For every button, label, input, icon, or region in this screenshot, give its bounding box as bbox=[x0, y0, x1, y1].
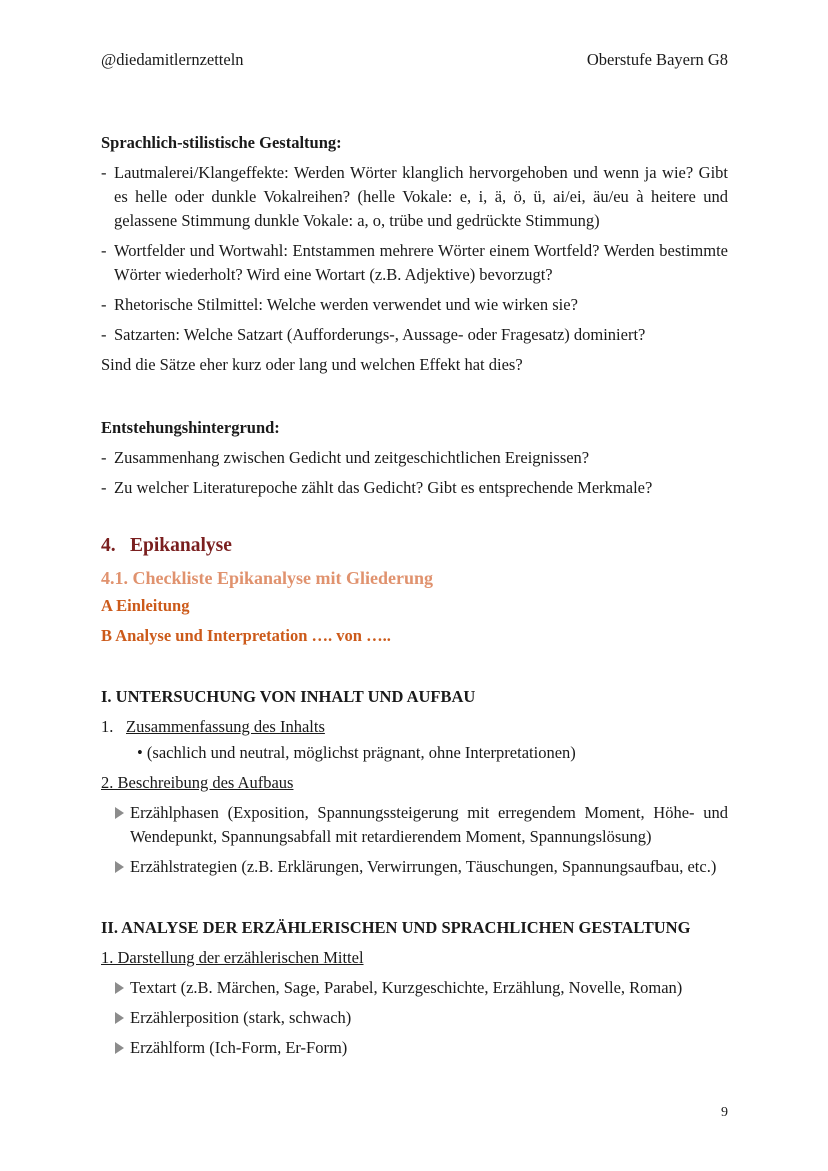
entstehung-heading: Entstehungshintergrund: bbox=[101, 418, 280, 437]
list-item bbox=[101, 446, 728, 470]
page-number: 9 bbox=[721, 1105, 728, 1120]
list-item bbox=[101, 161, 728, 233]
list-item-text: Rhetorische Stilmittel: Welche werden verwendet und wie wirken sie? bbox=[114, 295, 578, 314]
list-item bbox=[101, 323, 728, 347]
section-4-1-heading: 4.1. Checkliste Epikanalyse mit Gliederung bbox=[101, 568, 434, 588]
sprachlich-trailing: Sind die Sätze eher kurz oder lang und welchen Effekt hat dies? bbox=[101, 355, 523, 374]
list-item-text: Erzählform (Ich-Form, Er-Form) bbox=[130, 1038, 348, 1057]
einleitung-label: A Einleitung bbox=[101, 596, 190, 615]
list-item bbox=[101, 293, 728, 317]
part-1-item-1 bbox=[101, 715, 728, 739]
dash-marker: - bbox=[101, 295, 107, 314]
page-content bbox=[101, 131, 728, 1060]
list-item-text: Zusammenhang zwischen Gedicht und zeitgeschichtlichen Ereignissen? bbox=[114, 448, 590, 467]
section-4-title: Epikanalyse bbox=[130, 535, 232, 556]
part-1-item-2-title: 2. Beschreibung des Aufbaus bbox=[101, 773, 294, 792]
triangle-bullet-icon bbox=[115, 807, 124, 819]
header-handle: @diedamitlernzetteln bbox=[101, 50, 244, 69]
list-item bbox=[101, 476, 728, 500]
dash-marker: - bbox=[101, 325, 107, 344]
part-1-item-1-bullet: • (sachlich und neutral, möglichst prägnant, ohne Interpretationen) bbox=[137, 743, 576, 762]
list-item-text: Lautmalerei/Klangeffekte: Werden Wörter klanglich hervorgehoben und wenn ja wie? Gibt es helle oder dunkle Vokalreihen? (helle Vokale: e, i, ä, ö, ü, ai/ei, äu/eu à heitere und gelassene Stimmung dunkle Vokale: a, o, trübe und gedrückte Stimmung) bbox=[114, 163, 728, 230]
header-course: Oberstufe Bayern G8 bbox=[586, 50, 728, 69]
part-2-heading: II. ANALYSE DER ERZÄHLERISCHEN UND SPRACHLICHEN GESTALTUNG bbox=[101, 918, 691, 937]
triangle-bullet-icon bbox=[115, 1012, 124, 1024]
part-1-item-1-number: 1. bbox=[101, 717, 114, 736]
part-1-heading: I. UNTERSUCHUNG VON INHALT UND AUFBAU bbox=[101, 687, 476, 706]
list-item-text: Erzählphasen (Exposition, Spannungssteigerung mit erregendem Moment, Höhe- und Wendepunkt, Spannungsabfall mit retardierendem Moment, Spannungslösung) bbox=[130, 803, 728, 846]
dash-marker: - bbox=[101, 241, 107, 260]
part-1-item-1-title: Zusammenfassung des Inhalts bbox=[126, 717, 325, 736]
list-item-text: Wortfelder und Wortwahl: Entstammen mehrere Wörter einem Wortfeld? Werden bestimmte Wörter wiederholt? Wird eine Wortart (z.B. Adjektive) bevorzugt? bbox=[114, 241, 728, 284]
section-4-number: 4. bbox=[101, 535, 116, 556]
list-item-text: Erzählerposition (stark, schwach) bbox=[130, 1008, 352, 1027]
analyse-label: B Analyse und Interpretation …. von ….. bbox=[101, 626, 391, 645]
list-item-text: Textart (z.B. Märchen, Sage, Parabel, Kurzgeschichte, Erzählung, Novelle, Roman) bbox=[130, 978, 683, 997]
list-item bbox=[115, 801, 728, 849]
triangle-bullet-icon bbox=[115, 861, 124, 873]
list-item bbox=[115, 976, 728, 1000]
sprachlich-heading: Sprachlich-stilistische Gestaltung: bbox=[101, 133, 342, 152]
dash-marker: - bbox=[101, 478, 107, 497]
list-item-text: Zu welcher Literaturepoche zählt das Gedicht? Gibt es entsprechende Merkmale? bbox=[114, 478, 653, 497]
triangle-bullet-icon bbox=[115, 982, 124, 994]
dash-marker: - bbox=[101, 163, 107, 182]
list-item bbox=[115, 855, 728, 879]
list-item bbox=[101, 239, 728, 287]
dash-marker: - bbox=[101, 448, 107, 467]
list-item bbox=[115, 1006, 728, 1030]
part-2-item-1-title: 1. Darstellung der erzählerischen Mittel bbox=[101, 948, 364, 967]
list-item-text: Satzarten: Welche Satzart (Aufforderungs-, Aussage- oder Fragesatz) dominiert? bbox=[114, 325, 646, 344]
triangle-bullet-icon bbox=[115, 1042, 124, 1054]
list-item bbox=[115, 1036, 728, 1060]
list-item-text: Erzählstrategien (z.B. Erklärungen, Verwirrungen, Täuschungen, Spannungsaufbau, etc.) bbox=[130, 857, 717, 876]
section-4-heading bbox=[101, 534, 728, 558]
